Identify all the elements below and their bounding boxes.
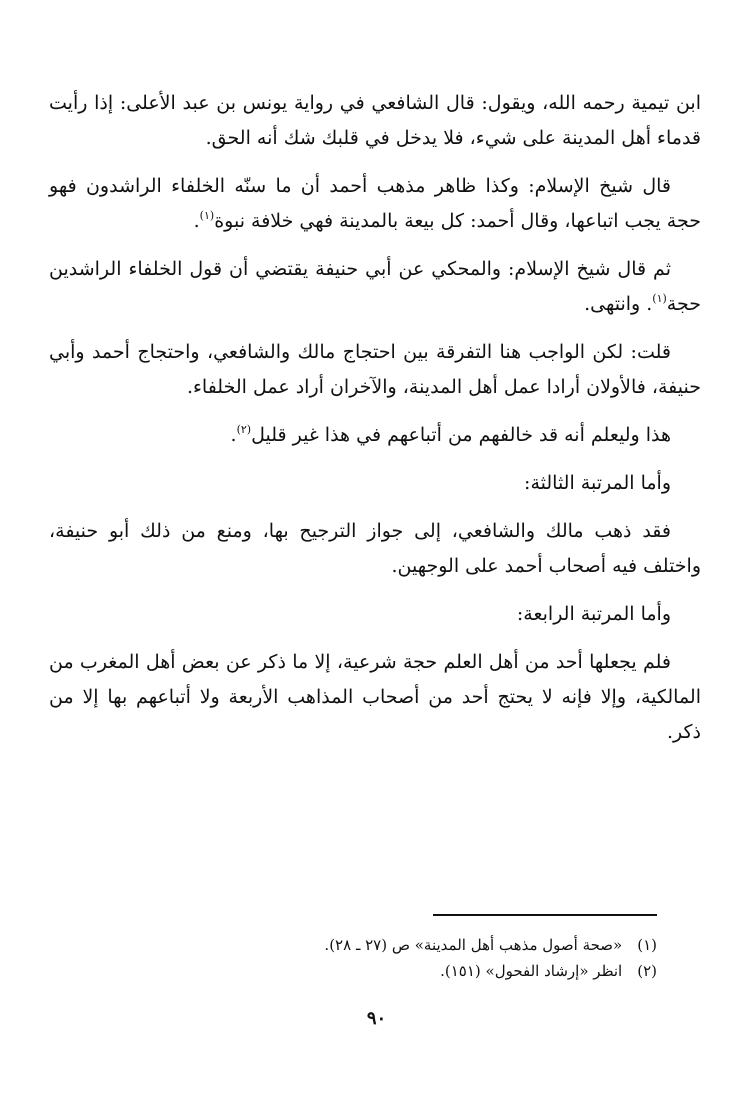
paragraph-text: ثم قال شيخ الإسلام: والمحكي عن أبي حنيفة يقتضي أن قول الخلفاء الراشدين حجة — [49, 258, 701, 315]
paragraph-suffix: . — [230, 424, 237, 446]
section-heading: وأما المرتبة الرابعة: — [516, 603, 671, 625]
page-number: ٩٠ — [366, 1008, 387, 1029]
paragraph-ahmad-khulafa — [49, 169, 701, 239]
paragraph-text: هذا وليعلم أنه قد خالفهم من أتباعهم في هذا غير قليل — [251, 424, 671, 446]
heading-third-rank — [49, 466, 701, 501]
footnote-divider — [433, 914, 657, 916]
paragraph-text: قال شيخ الإسلام: وكذا ظاهر مذهب أحمد أن ما سنّه الخلفاء الراشدون فهو حجة يجب اتباعها، وقال أحمد: كل بيعة بالمدينة فهي خلافة نبوة — [49, 175, 701, 232]
paragraph-suffix: . وانتهى. — [584, 293, 653, 315]
footnote-ref[interactable]: (١) — [199, 209, 215, 222]
footnote-item — [97, 932, 657, 958]
paragraph-tarjih — [49, 514, 701, 584]
paragraph-abu-hanifa — [49, 252, 701, 322]
footnote-number: (٢) — [637, 962, 657, 980]
paragraph-maghrib — [49, 645, 701, 750]
footnote-text: «صحة أصول مذهب أهل المدينة» ص (٢٧ ـ ٢٨). — [324, 936, 623, 954]
paragraph-shafii-quote — [49, 86, 701, 156]
footnotes — [97, 932, 657, 984]
paragraph-tafriqa — [49, 335, 701, 405]
heading-fourth-rank — [49, 597, 701, 632]
paragraph-text: فلم يجعلها أحد من أهل العلم حجة شرعية، إلا ما ذكر عن بعض أهل المغرب من المالكية، وإلا فإنه لا يحتج أحد من أصحاب المذاهب الأربعة ولا أتباعهم بها إلا من ذكر. — [49, 651, 701, 743]
paragraph-text: قلت: لكن الواجب هنا التفرقة بين احتجاج مالك والشافعي، واحتجاج أحمد وأبي حنيفة، فالأولان أرادا عمل أهل المدينة، والآخران أراد عمل الخلفاء. — [49, 341, 701, 398]
footnote-number: (١) — [637, 936, 657, 954]
section-heading: وأما المرتبة الثالثة: — [524, 472, 671, 494]
paragraph-text: ابن تيمية رحمه الله، ويقول: قال الشافعي في رواية يونس بن عبد الأعلى: إذا رأيت قدماء أهل المدينة على شيء، فلا يدخل في قلبك شك أنه الحق. — [49, 92, 701, 149]
footnote-item — [97, 958, 657, 984]
footnote-ref[interactable]: (١) — [652, 292, 667, 305]
main-text — [49, 86, 701, 763]
footnote-ref[interactable]: (٢) — [236, 423, 252, 436]
paragraph-khalafahum — [49, 418, 701, 453]
paragraph-text: فقد ذهب مالك والشافعي، إلى جواز الترجيح بها، ومنع من ذلك أبو حنيفة، واختلف فيه أصحاب أحمد على الوجهين. — [49, 520, 701, 577]
paragraph-suffix: . — [193, 210, 200, 232]
footnote-text: انظر «إرشاد الفحول» (١٥١). — [440, 962, 623, 980]
